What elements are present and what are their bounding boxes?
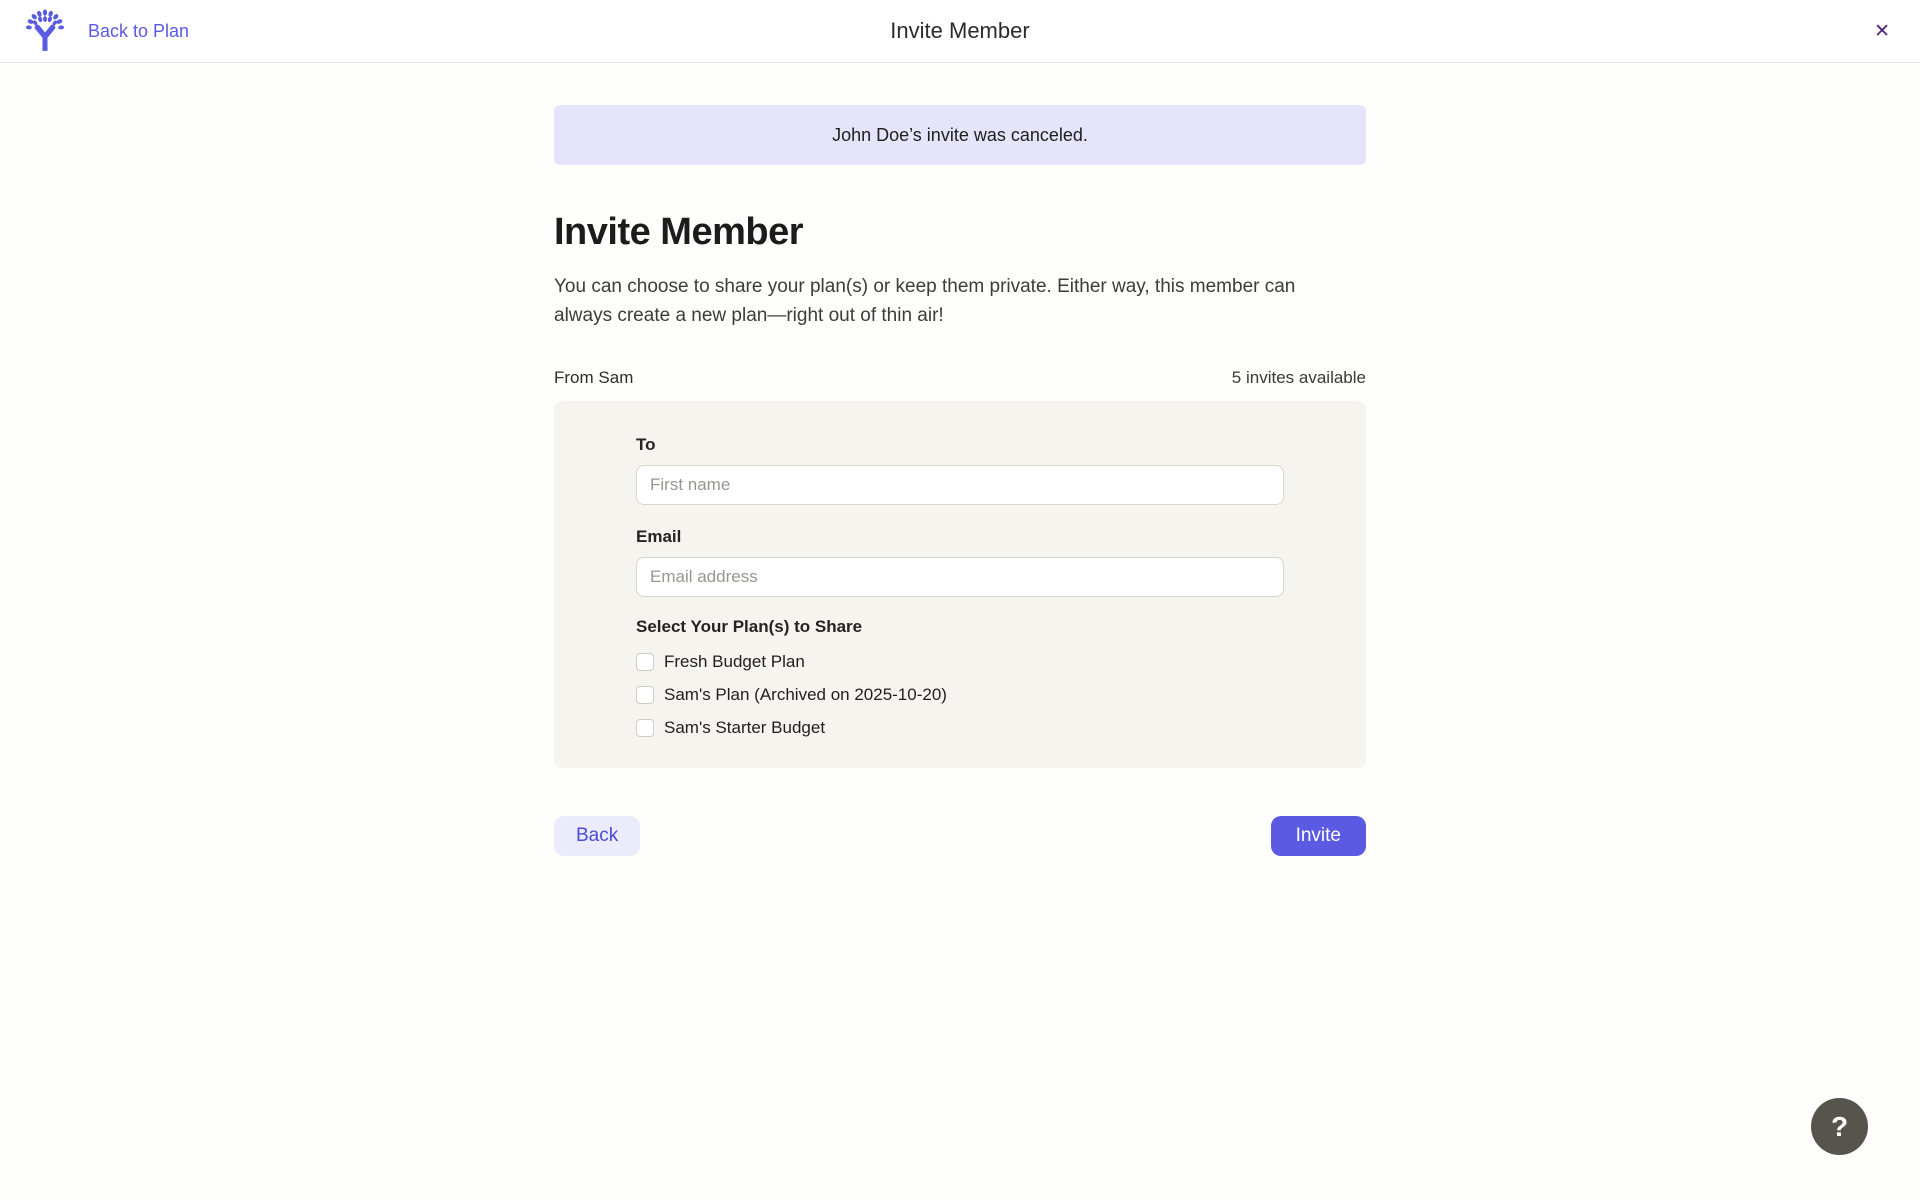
from-name: Sam [598, 368, 634, 387]
invite-member-page [554, 105, 1366, 856]
ynab-tree-logo-icon[interactable] [24, 9, 66, 53]
from-label: From Sam [554, 368, 634, 387]
page-title: Invite Member [890, 18, 1030, 43]
banner-message: John Doe’s invite was canceled. [832, 124, 1088, 145]
invite-description: You can choose to share your plan(s) or keep them private. Either way, this member can always create a new plan—right out of thin air! [554, 276, 1296, 326]
checkbox-icon[interactable] [636, 686, 654, 704]
email-input[interactable] [636, 557, 1284, 597]
checkbox-icon[interactable] [636, 653, 654, 671]
plan-label: Sam's Plan (Archived on 2025-10-20) [664, 685, 947, 704]
back-to-plan-link[interactable]: Back to Plan [88, 20, 190, 41]
plan-list [636, 652, 1284, 738]
plan-row-sams-starter-budget[interactable] [636, 718, 1284, 738]
invites-available-count: 5 invites available [1231, 368, 1366, 387]
invite-form-card [554, 401, 1366, 768]
to-label: To [636, 435, 656, 454]
notification-banner [554, 105, 1366, 165]
from-invites-row [554, 368, 1366, 388]
email-label: Email [636, 527, 682, 546]
plan-row-sams-plan-archived[interactable] [636, 685, 1284, 705]
plan-label: Fresh Budget Plan [664, 652, 805, 671]
close-icon[interactable]: ✕ [1868, 18, 1896, 45]
back-button[interactable]: Back [554, 816, 640, 856]
first-name-input[interactable] [636, 465, 1284, 505]
plan-row-fresh-budget-plan[interactable] [636, 652, 1284, 672]
top-header [0, 0, 1920, 63]
action-buttons-row [554, 816, 1366, 856]
help-button[interactable] [1811, 1098, 1868, 1155]
invite-button[interactable]: Invite [1271, 816, 1366, 856]
plan-label: Sam's Starter Budget [664, 718, 826, 737]
question-mark-icon: ? [1830, 1110, 1849, 1142]
checkbox-icon[interactable] [636, 719, 654, 737]
select-plans-label: Select Your Plan(s) to Share [636, 617, 863, 636]
invite-member-heading: Invite Member [554, 211, 804, 253]
